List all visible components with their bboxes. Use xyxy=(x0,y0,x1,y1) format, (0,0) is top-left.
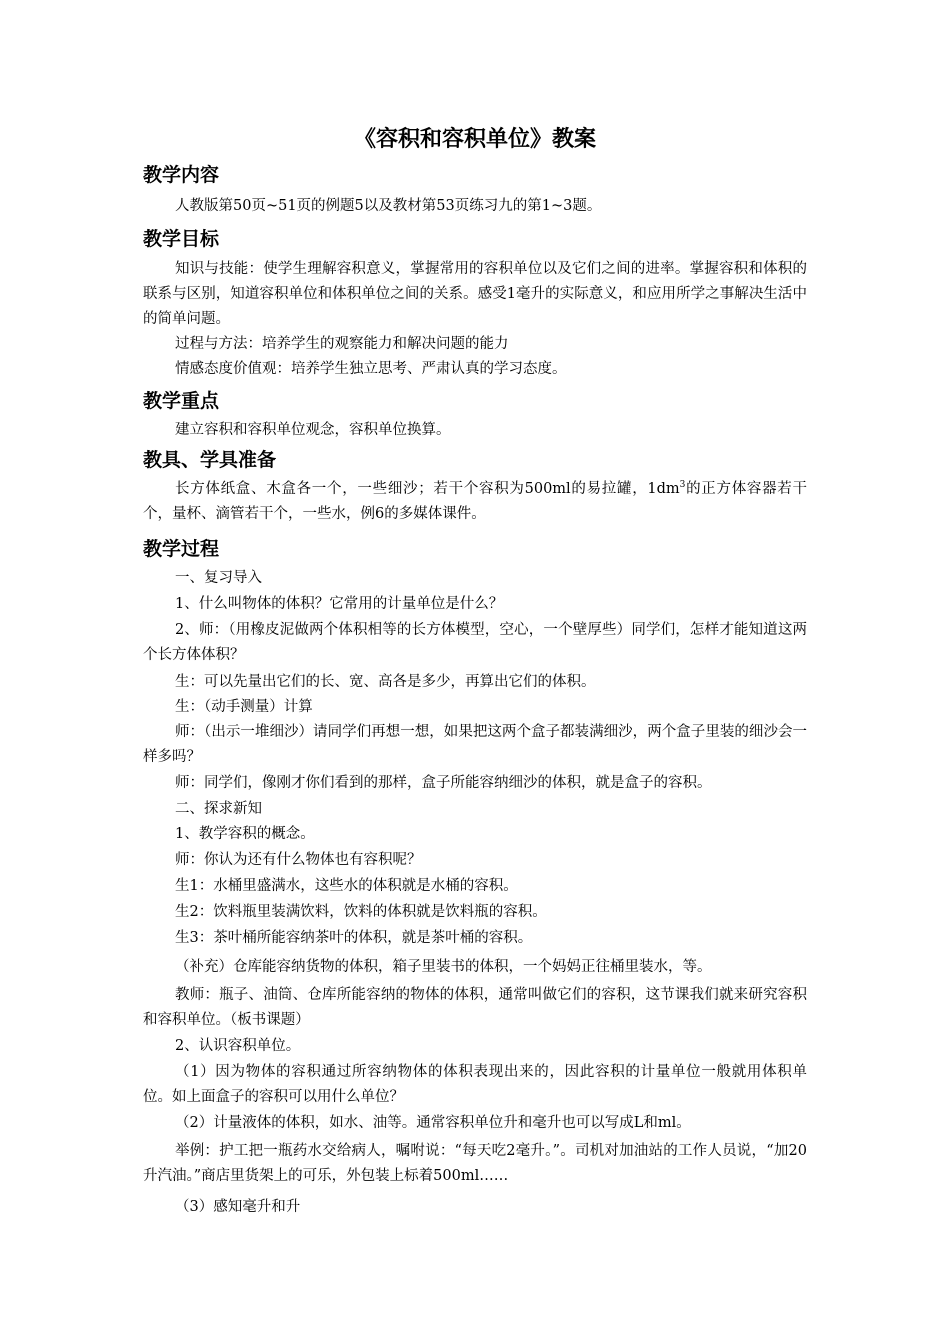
process-teacher-paragraph1: 2、师：（用橡皮泥做两个体积相等的长方体模型，空心，一个壁厚些）同学们，怎样才能知道这两个长方体体积？ xyxy=(143,622,807,663)
process-line-review: 一、复习导入 xyxy=(175,570,262,586)
superscript-cube: 3 xyxy=(679,480,686,491)
materials-paragraph xyxy=(143,477,807,527)
key-points-text: 建立容积和容积单位观念，容积单位换算。 xyxy=(175,422,451,438)
process-units-paragraph1: （1）因为物体的容积通过所容纳物体的体积表现出来的，因此容积的计量单位一般就用体积单位。如上面盒子的容积可以用什么单位？ xyxy=(143,1064,807,1105)
heading-teaching-content: 教学内容 xyxy=(143,164,220,186)
document-title: 《容积和容积单位》教案 xyxy=(353,127,596,152)
heading-teaching-process: 教学过程 xyxy=(143,538,220,560)
process-teacher-paragraph3: 教师：瓶子、油筒、仓库所能容纳的物体的体积，通常叫做它们的容积，这节课我们就来研究容积和容积单位。（板书课题） xyxy=(143,987,807,1028)
teaching-content-text: 人教版第50页~51页的例题5以及教材第53页练习九的第1~3题。 xyxy=(175,198,602,214)
process-concept-line: 1、教学容积的概念。 xyxy=(175,826,315,842)
goal-process-line: 过程与方法：培养学生的观察能力和解决问题的能力 xyxy=(175,336,509,352)
process-units-line2: （2）计量液体的体积，如水、油等。通常容积单位升和毫升也可以写成L和ml。 xyxy=(175,1115,691,1131)
process-units-line: 2、认识容积单位。 xyxy=(175,1038,301,1054)
process-teacher-question: 师：你认为还有什么物体也有容积呢？ xyxy=(175,852,422,868)
process-teacher-line3: 师：同学们，像刚才你们看到的那样，盒子所能容纳细沙的体积，就是盒子的容积。 xyxy=(175,775,712,791)
materials-text-part1: 长方体纸盒、木盒各一个，一些细沙；若干个容积为500ml的易拉罐，1dm xyxy=(175,481,680,497)
heading-teaching-goals: 教学目标 xyxy=(143,228,220,250)
goal-knowledge-paragraph: 知识与技能：使学生理解容积意义，掌握常用的容积单位以及它们之间的进率。掌握容积和体积的联系与区别，知道容积单位和体积单位之间的关系。感受1毫升的实际意义，和应用所学之事解决生活中的简单问题。 xyxy=(143,261,807,327)
heading-key-points: 教学重点 xyxy=(143,390,220,412)
goal-emotion-line: 情感态度价值观：培养学生独立思考、严肃认真的学习态度。 xyxy=(175,361,567,377)
process-student1-answer: 生1：水桶里盛满水，这些水的体积就是水桶的容积。 xyxy=(175,878,518,894)
process-example-paragraph: 举例：护工把一瓶药水交给病人，嘱咐说：“每天吃2毫升。”。司机对加油站的工作人员说，“加20升汽油。”商店里货架上的可乐，外包装上标着500ml…… xyxy=(143,1143,807,1184)
materials-text-part2: 的正方体容器若干个，量杯、滴管若干个，一些水，例6的多媒体课件。 xyxy=(143,481,807,522)
process-explore-heading: 二、探求新知 xyxy=(175,801,262,817)
process-student-line1: 生：可以先量出它们的长、宽、高各是多少，再算出它们的体积。 xyxy=(175,674,596,690)
process-teacher-paragraph2: 师：（出示一堆细沙）请同学们再想一想，如果把这两个盒子都装满细沙，两个盒子里装的细沙会一样多吗？ xyxy=(143,724,807,765)
process-supplement-line: （补充）仓库能容纳货物的体积，箱子里装书的体积，一个妈妈正往桶里装水，等。 xyxy=(175,959,712,975)
process-student3-answer: 生3：茶叶桶所能容纳茶叶的体积，就是茶叶桶的容积。 xyxy=(175,930,533,946)
process-line-question1: 1、什么叫物体的体积？它常用的计量单位是什么？ xyxy=(175,596,504,612)
heading-materials: 教具、学具准备 xyxy=(143,449,277,471)
process-student-line2: 生：（动手测量）计算 xyxy=(175,699,313,715)
process-units-line3: （3）感知毫升和升 xyxy=(175,1199,301,1215)
process-student2-answer: 生2：饮料瓶里装满饮料，饮料的体积就是饮料瓶的容积。 xyxy=(175,904,547,920)
